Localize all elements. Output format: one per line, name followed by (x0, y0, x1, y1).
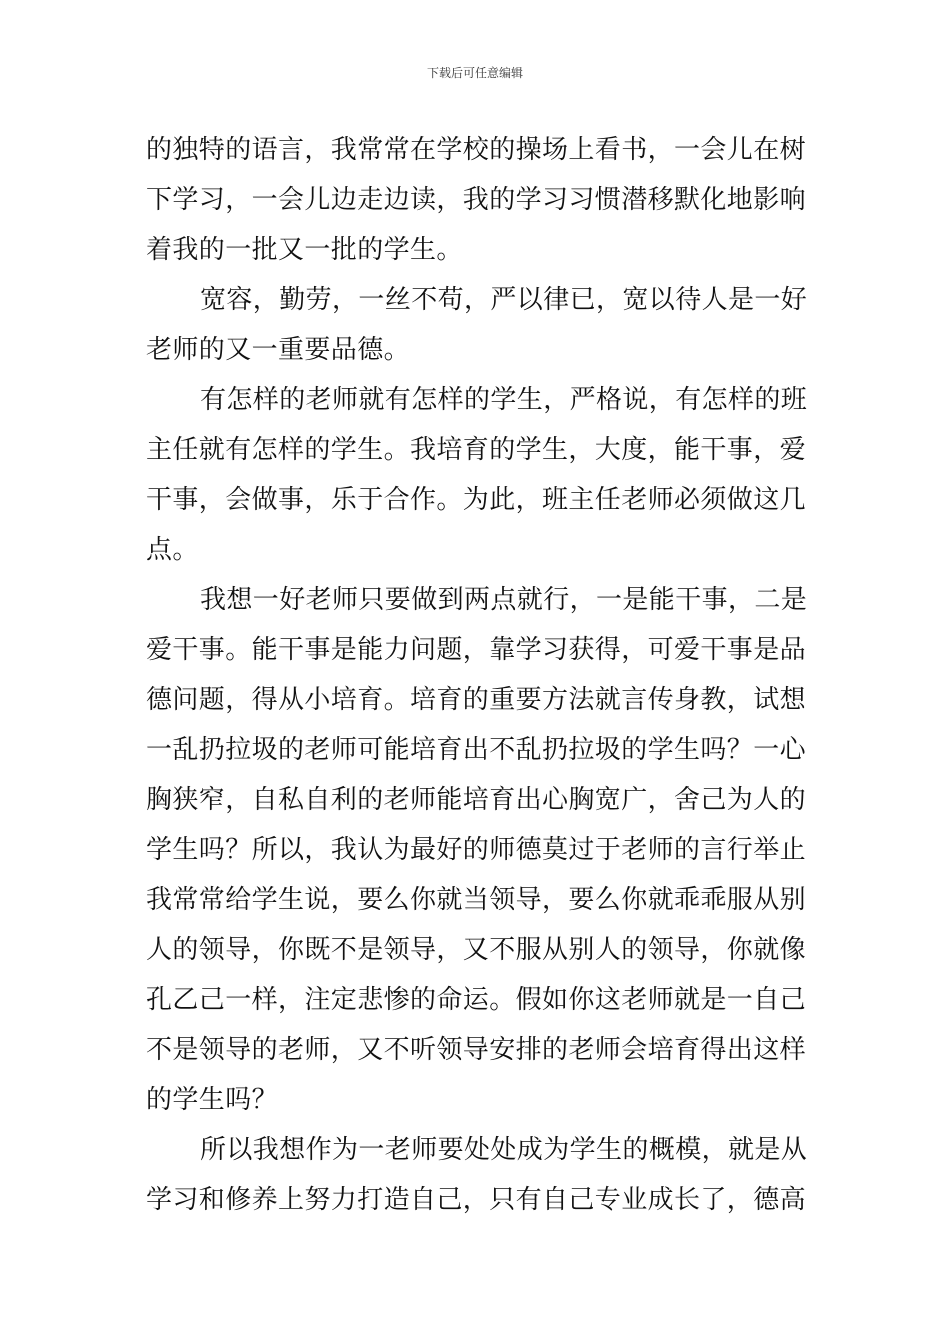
text-line: 爱干事。能干事是能力问题，靠学习获得，可爱干事是品 (146, 635, 807, 665)
text-line: 德问题，得从小培育。培育的重要方法就言传身教，试想 (146, 685, 807, 715)
text-line: 胸狭窄，自私自利的老师能培育出心胸宽广，舍己为人的 (146, 785, 807, 815)
text-line: 干事，会做事，乐于合作。为此，班主任老师必须做这几 (146, 485, 807, 515)
body-text (146, 125, 810, 1225)
paragraph-first-line: 所以我想作为一老师要处处成为学生的概模，就是从 (200, 1135, 808, 1165)
text-line: 孔乙己一样，注定悲惨的命运。假如你这老师就是一自己 (146, 985, 807, 1015)
text-line: 主任就有怎样的学生。我培育的学生，大度，能干事，爱 (146, 435, 807, 465)
text-line: 下学习，一会儿边走边读，我的学习习惯潜移默化地影响 (146, 185, 807, 215)
text-line: 学生吗？所以，我认为最好的师德莫过于老师的言行举止 (146, 835, 807, 865)
text-line: 的学生吗？ (146, 1085, 279, 1115)
paragraph-first-line: 我想一好老师只要做到两点就行，一是能干事，二是 (200, 585, 808, 615)
text-line: 着我的一批又一批的学生。 (146, 235, 463, 265)
text-line: 点。 (146, 535, 199, 565)
paragraph-first-line: 宽容，勤劳，一丝不苟，严以律已，宽以待人是一好 (200, 285, 808, 315)
text-line: 我常常给学生说，要么你就当领导，要么你就乖乖服从别 (146, 885, 807, 915)
text-line: 学习和修养上努力打造自己，只有自己专业成长了，德高 (146, 1185, 807, 1215)
text-line: 不是领导的老师，又不听领导安排的老师会培育得出这样 (146, 1035, 807, 1065)
text-line: 的独特的语言，我常常在学校的操场上看书，一会儿在树 (146, 135, 807, 165)
text-line: 人的领导，你既不是领导，又不服从别人的领导，你就像 (146, 935, 807, 965)
page-header-note: 下载后可任意编辑 (426, 66, 523, 80)
text-line: 老师的又一重要品德。 (146, 335, 411, 365)
paragraph-first-line: 有怎样的老师就有怎样的学生，严格说，有怎样的班 (200, 385, 808, 415)
text-line: 一乱扔拉圾的老师可能培育出不乱扔拉圾的学生吗？一心 (146, 735, 807, 765)
